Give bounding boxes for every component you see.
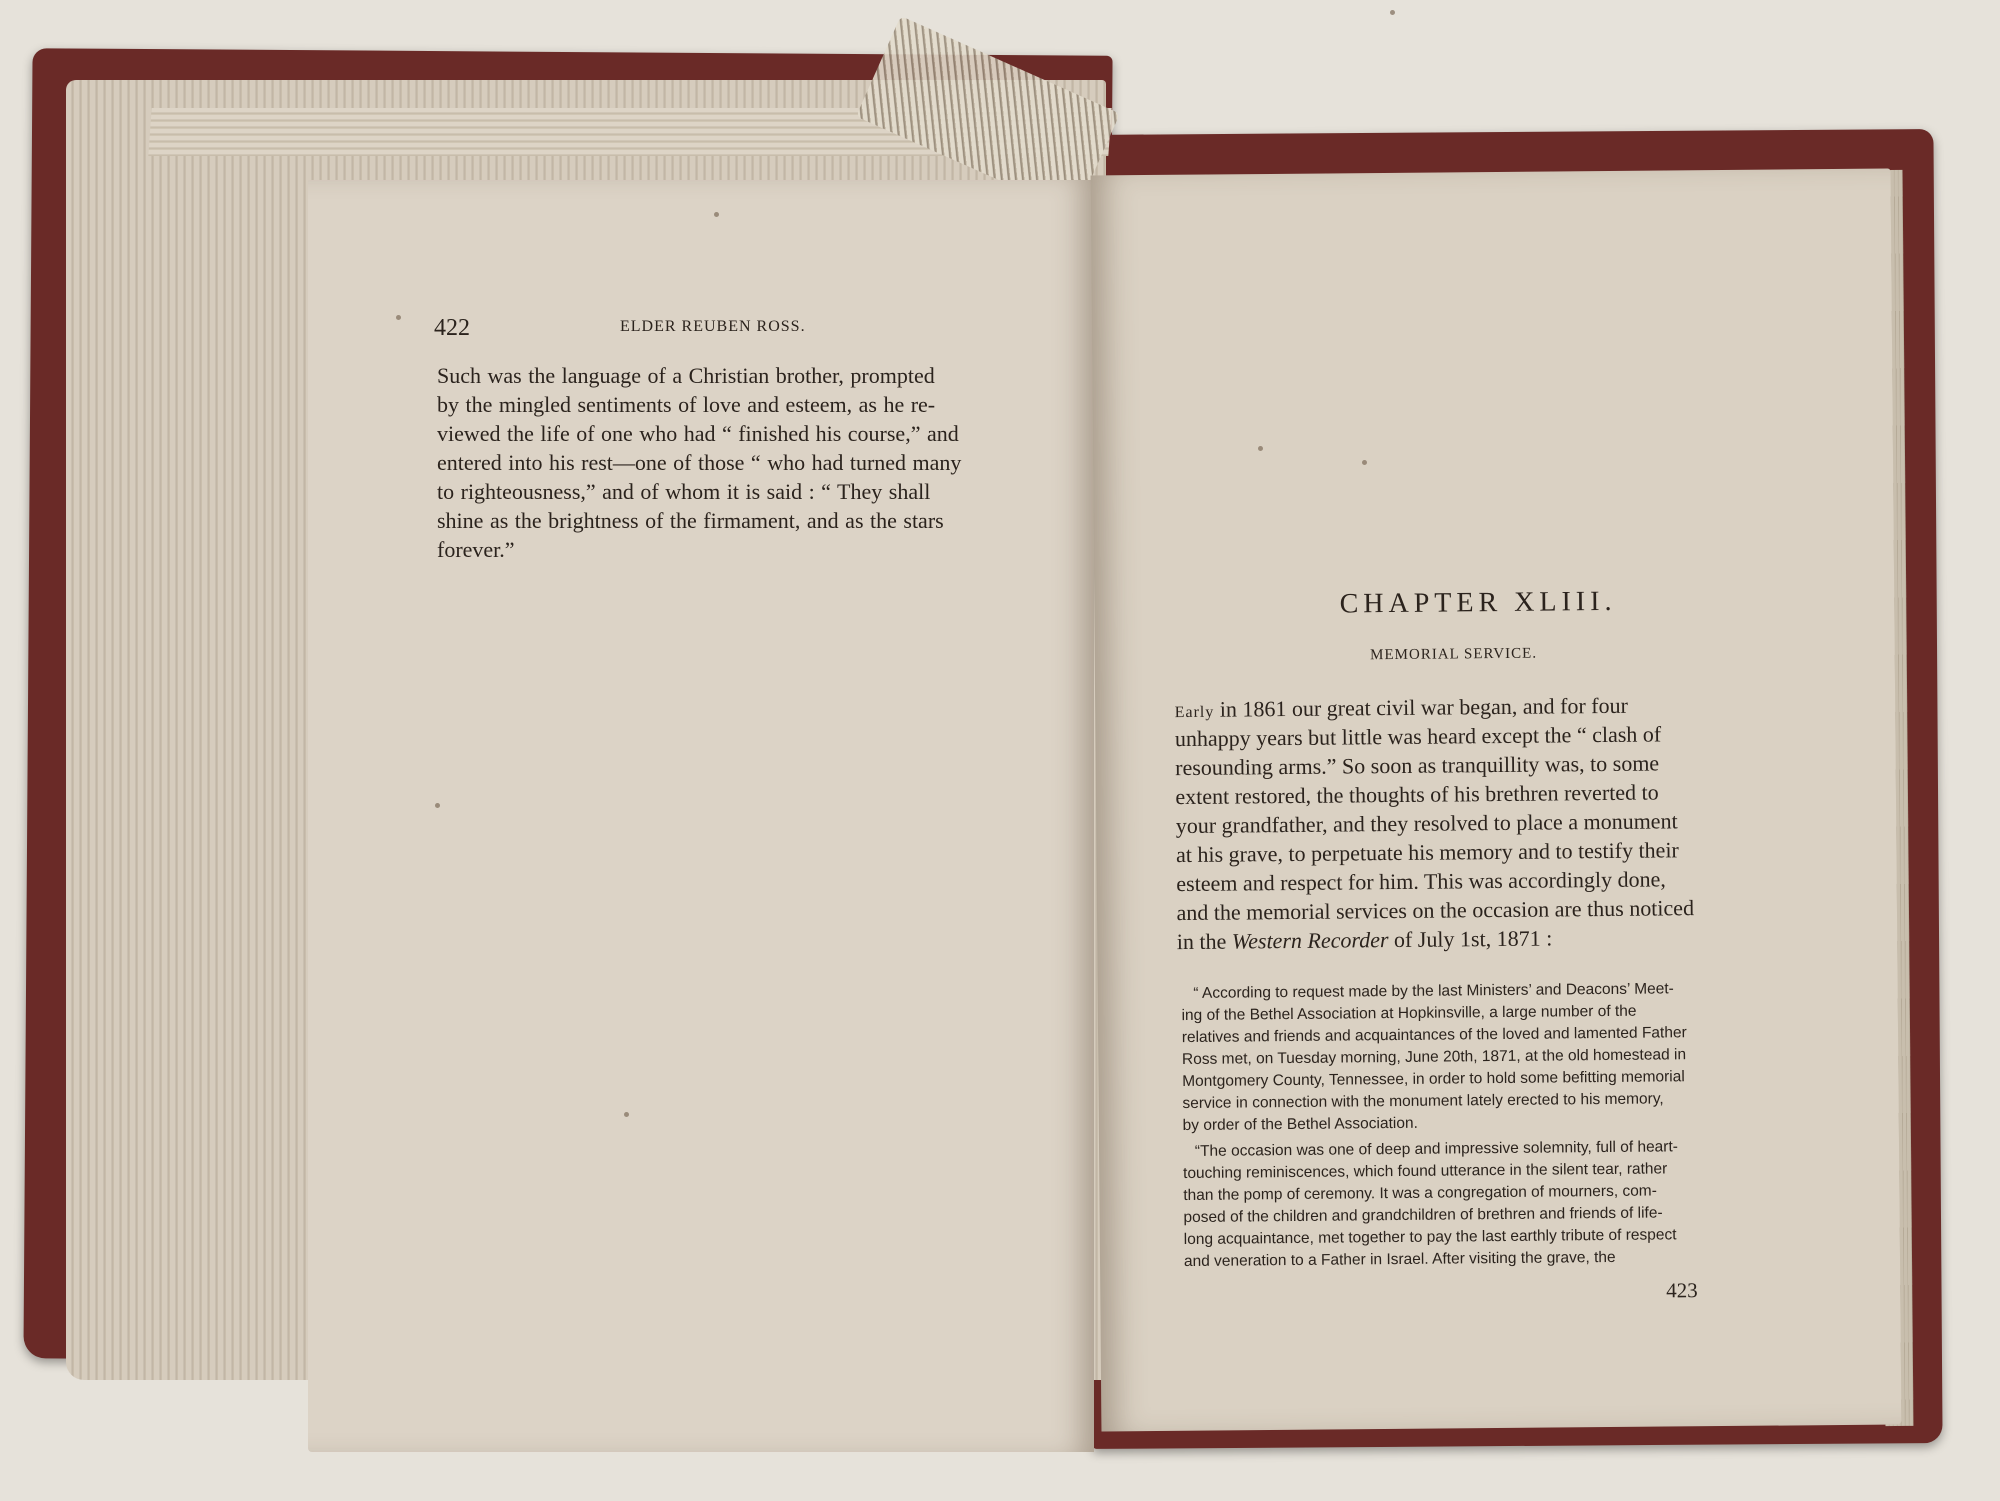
running-head: ELDER REUBEN ROSS. [620, 318, 806, 335]
left-body-line: by the mingled sentiments of love and esteem, as he re- [437, 392, 936, 417]
left-body-line: entered into his rest—one of those “ who had turned many [437, 450, 962, 475]
right-body-line: at his grave, to perpetuate his memory and to testify their [1175, 837, 1679, 868]
left-body-line: shine as the brightness of the firmament, and as the stars [437, 508, 944, 533]
paper-speck [1258, 446, 1263, 451]
left-body-line: viewed the life of one who had “ finished his course,” and [437, 421, 959, 446]
extract-line: service in connection with the monument lately erected to his memory, [1182, 1090, 1664, 1113]
left-body-line: to righteousness,” and of whom it is said : “ They shall [437, 479, 931, 504]
paper-speck [396, 315, 401, 320]
extract-line: touching reminiscences, which found utterance in the silent tear, rather [1183, 1160, 1668, 1183]
extract-line: “The occasion was one of deep and impressive solemnity, full of heart- [1194, 1138, 1678, 1160]
paper-speck [435, 803, 440, 808]
right-page-number: 423 [1666, 1278, 1698, 1303]
right-body-line-last [1177, 926, 1553, 956]
last-line-before: in the [1176, 928, 1232, 955]
right-body-line-first [1175, 693, 1628, 723]
right-body-line: esteem and respect for him. This was accordingly done, [1176, 866, 1666, 897]
right-body-line: resounding arms.” So soon as tranquillity was, to some [1175, 750, 1660, 781]
drop-smallcaps: Early [1174, 703, 1215, 722]
first-line-rest: in 1861 our great civil war began, and for four [1214, 692, 1628, 722]
left-page-number: 422 [434, 315, 470, 341]
extract-line: by order of the Bethel Association. [1182, 1114, 1418, 1135]
extract-line: relatives and friends and acquaintances of the loved and lamented Father [1181, 1024, 1687, 1047]
paper-speck [624, 1112, 629, 1117]
paper-speck [714, 212, 719, 217]
paper-speck [1390, 10, 1395, 15]
publication-title: Western Recorder [1231, 927, 1389, 954]
extract-line: than the pomp of ceremony. It was a congregation of mourners, com- [1183, 1182, 1657, 1205]
extract-line: long acquaintance, met together to pay the last earthly tribute of respect [1183, 1226, 1677, 1249]
extract-line: Montgomery County, Tennessee, in order to hold some befitting memorial [1182, 1068, 1685, 1091]
chapter-title: CHAPTER XLIII. [1339, 585, 1617, 620]
right-body-line: extent restored, the thoughts of his brethren reverted to [1175, 779, 1659, 810]
right-body-line: and the memorial services on the occasion are thus noticed [1176, 895, 1695, 926]
extract-line: and veneration to a Father in Israel. After visiting the grave, the [1183, 1248, 1616, 1271]
extract-line: “ According to request made by the last Ministers’ and Deacons’ Meet- [1193, 980, 1674, 1002]
left-body-line: forever.” [437, 537, 515, 562]
last-line-after: of July 1st, 1871 : [1388, 925, 1553, 953]
extract-line: posed of the children and grandchildren of brethren and friends of life- [1183, 1204, 1663, 1227]
right-body-line: your grandfather, and they resolved to place a monument [1175, 808, 1678, 839]
chapter-subtitle: MEMORIAL SERVICE. [1370, 645, 1538, 664]
right-body-line: unhappy years but little was heard except the “ clash of [1174, 721, 1662, 752]
extract-line: Ross met, on Tuesday morning, June 20th, 1871, at the old homestead in [1181, 1046, 1687, 1069]
left-body-line: Such was the language of a Christian brother, prompted [437, 363, 935, 388]
extract-line: ing of the Bethel Association at Hopkinsville, a large number of the [1181, 1002, 1637, 1025]
paper-speck [1362, 460, 1367, 465]
